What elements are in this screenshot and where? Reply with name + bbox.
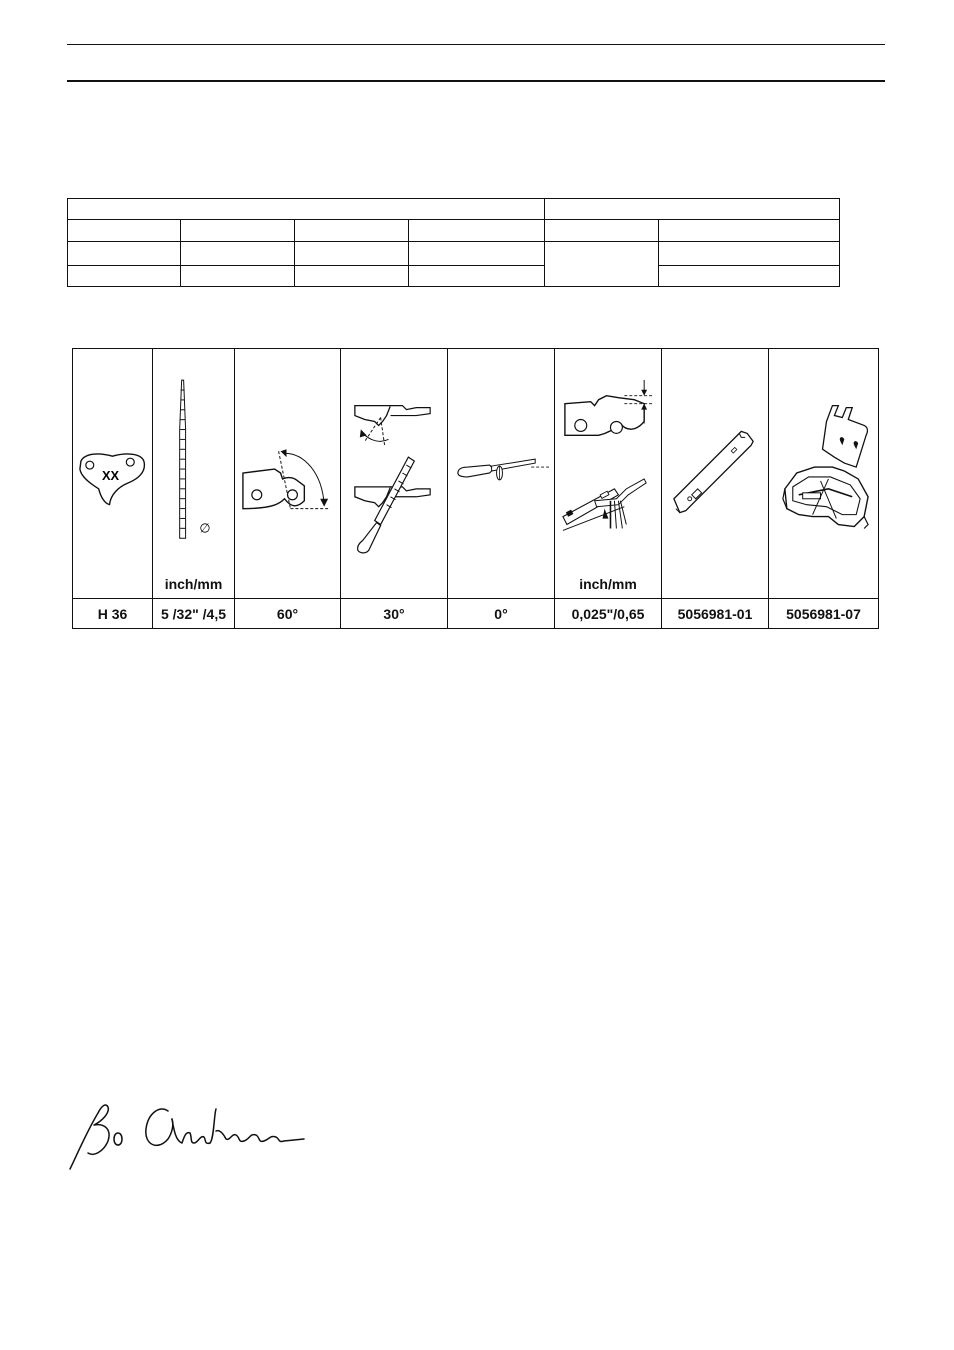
spec-table <box>67 198 839 287</box>
cell-depth-gauge <box>555 349 662 599</box>
chain-link-xx-icon <box>73 349 152 598</box>
file-gauge-icon <box>662 349 768 598</box>
header-rule-bottom <box>67 80 885 82</box>
spec-cell <box>181 220 295 242</box>
spec-row <box>68 220 840 242</box>
value-cell: 60° <box>235 599 341 629</box>
cell-file-holder <box>769 349 879 599</box>
value-cell: H 36 <box>73 599 153 629</box>
signature-image <box>64 1095 309 1175</box>
spec-cell <box>68 242 181 265</box>
spec-cell <box>181 265 295 286</box>
spec-cell <box>409 242 545 265</box>
spec-cell <box>659 265 840 286</box>
spec-cell <box>659 220 840 242</box>
value-cell: 5056981-01 <box>662 599 769 629</box>
file-angle-30-icon <box>341 349 447 598</box>
spec-header-row <box>68 199 840 220</box>
link-marking: XX <box>101 467 120 483</box>
value-cell: 0,025"/0,65 <box>555 599 662 629</box>
cell-angle-30 <box>341 349 448 599</box>
illustration-row <box>73 349 879 599</box>
spec-cell <box>295 242 409 265</box>
depth-unit-label: inch/mm <box>579 576 637 592</box>
file-unit-label: inch/mm <box>164 576 223 592</box>
sharpening-table <box>72 348 878 628</box>
spec-cell <box>295 220 409 242</box>
spec-cell <box>409 220 545 242</box>
diameter-symbol: ∅ <box>199 521 211 537</box>
spec-row <box>68 265 840 286</box>
cell-file-gauge <box>662 349 769 599</box>
values-row <box>73 599 879 629</box>
header-rule-top <box>67 44 885 45</box>
spec-row <box>68 242 840 265</box>
spec-cell <box>295 265 409 286</box>
spec-cell <box>545 220 659 242</box>
cell-chain-link <box>73 349 153 599</box>
spec-cell <box>545 199 840 220</box>
depth-gauge-icon <box>555 349 661 598</box>
cell-angle-0 <box>448 349 555 599</box>
spec-cell <box>68 265 181 286</box>
cell-angle-60 <box>235 349 341 599</box>
file-angle-60-icon <box>235 349 340 598</box>
value-cell: 0° <box>448 599 555 629</box>
cell-round-file <box>153 349 235 599</box>
value-cell: 5 /32" /4,5 <box>153 599 235 629</box>
file-holder-icon <box>769 349 878 598</box>
spec-cell <box>181 242 295 265</box>
round-file-icon <box>153 349 234 598</box>
spec-cell <box>68 199 545 220</box>
value-cell: 5056981-07 <box>769 599 879 629</box>
value-cell: 30° <box>341 599 448 629</box>
spec-cell <box>659 242 840 265</box>
spec-cell <box>68 220 181 242</box>
spec-cell <box>409 265 545 286</box>
file-angle-0-icon <box>448 349 554 598</box>
spec-cell <box>545 242 659 287</box>
